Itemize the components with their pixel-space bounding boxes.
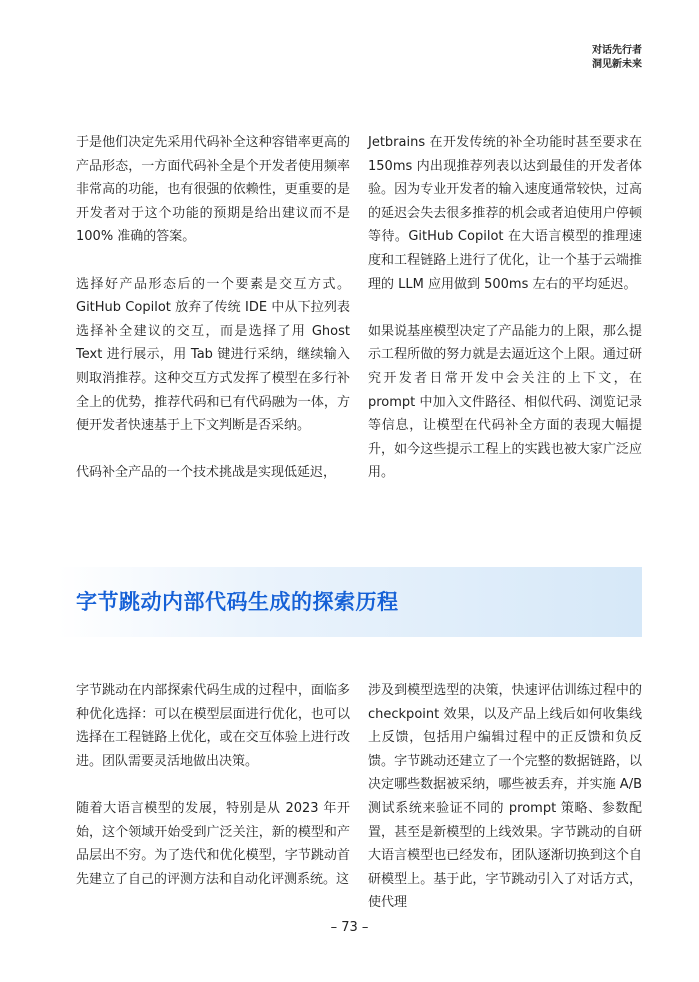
paragraph: 随着大语言模型的发展，特别是从 2023 年开始，这个领域开始受到广泛关注，新的模型和产品层出不穷。为了迭代和优化模型，字节跳动首先建立了自己的评测方法和自动化评测系统。这 (76, 800, 350, 887)
section-title: 字节跳动内部代码生成的探索历程 (76, 590, 399, 614)
paragraph: 选择好产品形态后的一个要素是交互方式。GitHub Copilot 放弃了传统 IDE 中从下拉列表选择补全建议的交互，而是选择了用 Ghost Text 进行展示，用 Tab 键进行采纳，继续输入则取消推荐。这种交互方式发挥了模型在多行补全上的优势，推荐代码和已有代码融为一体，方便开发者快速基于上下文判断是否采纳。 (76, 276, 350, 434)
top-left-column (76, 131, 350, 485)
paragraph: 代码补全产品的一个技术挑战是实现低延迟， (76, 465, 337, 481)
running-header (592, 44, 642, 72)
header-line-2: 洞见新未来 (592, 59, 642, 70)
paragraph: 于是他们决定先采用代码补全这种容错率更高的产品形态，一方面代码补全是个开发者使用频率非常高的功能，也有很强的依赖性，更重要的是开发者对于这个功能的预期是给出建议而不是 100% 准确的答案。 (76, 135, 350, 245)
paragraph: Jetbrains 在开发传统的补全功能时甚至要求在 150ms 内出现推荐列表以达到最佳的开发者体验。因为专业开发者的输入速度通常较快，过高的延迟会失去很多推荐的机会或者迫使用户停顿等待。GitHub Copilot 在大语言模型的推理速度和工程链路上进行了优化，让一个基于云端推理的 LLM 应用做到 500ms 左右的平均延迟。 (368, 135, 642, 292)
page-number: – 73 – (330, 920, 369, 935)
paragraph: 如果说基座模型决定了产品能力的上限，那么提示工程所做的努力就是去逼近这个上限。通过研究开发者日常开发中会关注的上下文，在 prompt 中加入文件路径、相似代码、浏览记录等信息，让模型在代码补全方面的表现大幅提升，如今这些提示工程上的实践也被大家广泛应用。 (368, 323, 642, 481)
header-line-1: 对话先行者 (592, 45, 642, 56)
top-right-column (368, 131, 642, 485)
bottom-right-column (368, 679, 642, 915)
section-banner (58, 567, 642, 637)
paragraph: 涉及到模型选型的决策，快速评估训练过程中的 checkpoint 效果，以及产品上线后如何收集线上反馈，包括用户编辑过程中的正反馈和负反馈。字节跳动还建立了一个完整的数据链路，以决定哪些数据被采纳，哪些被丢弃，并实施 A/B 测试系统来验证不同的 prompt 策略、参数配置，甚至是新模型的上线效果。字节跳动的自研大语言模型也已经发布，团队逐渐切换到这个自研模型上。基于此，字节跳动引入了对话方式，使代理 (368, 683, 642, 911)
paragraph: 字节跳动在内部探索代码生成的过程中，面临多种优化选择：可以在模型层面进行优化，也可以选择在工程链路上优化，或在交互体验上进行改进。团队需要灵活地做出决策。 (76, 683, 350, 769)
bottom-left-column (76, 679, 350, 891)
